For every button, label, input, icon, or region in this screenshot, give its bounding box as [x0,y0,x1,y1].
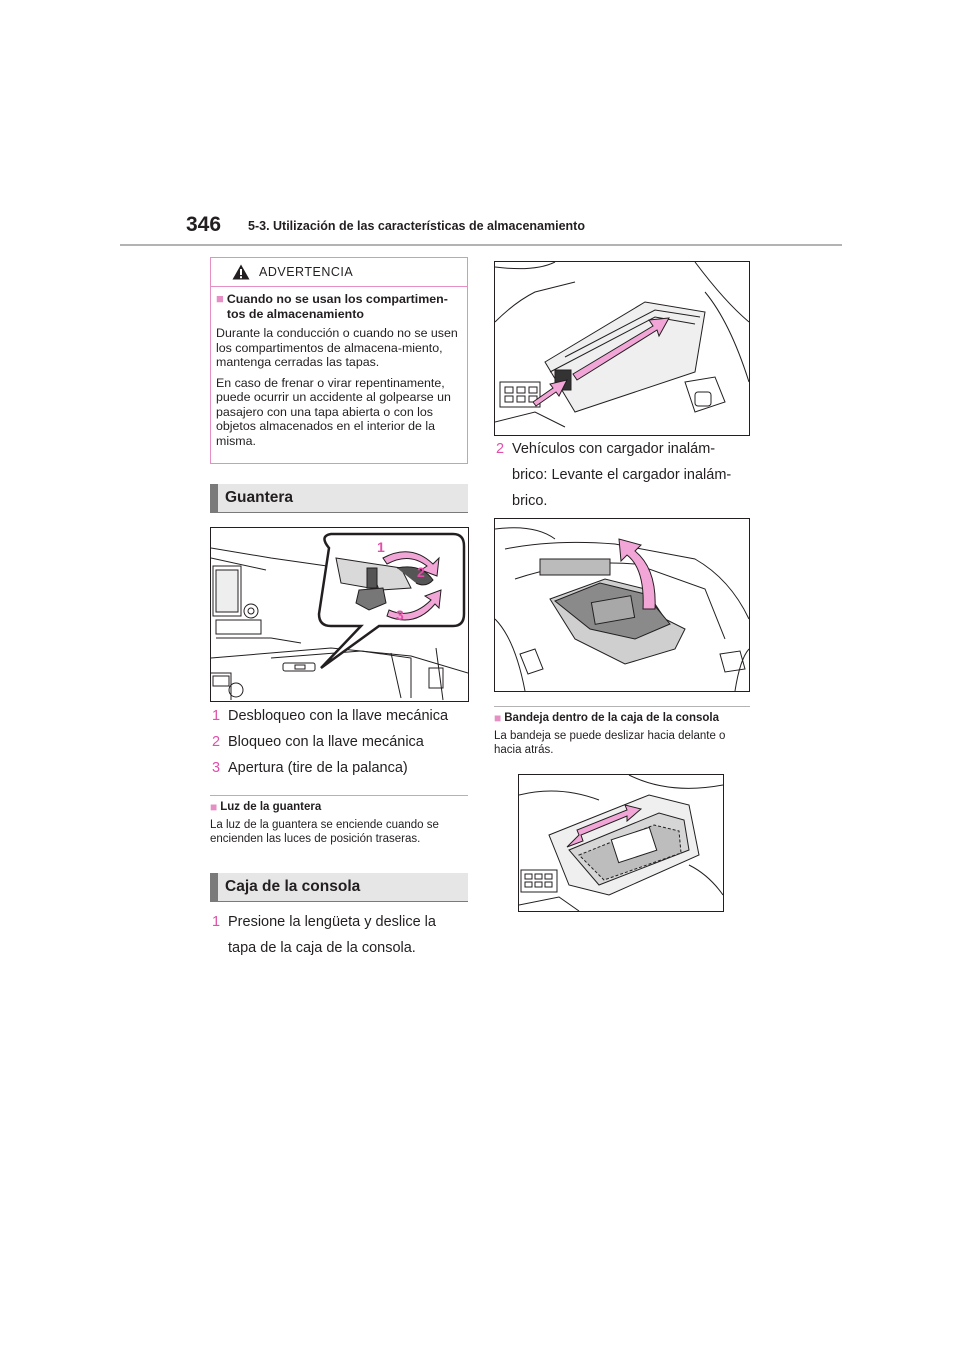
heading-underline [210,512,468,513]
wireless-charger-drawing [495,519,749,691]
console-tray-illustration [518,774,724,912]
glovebox-step-2: 2 Bloqueo con la llave mecánica [212,734,424,750]
warning-paragraph-2: En caso de frenar o virar repentinamente, puede ocurrir un accidente al golpearse un pasajero con una tapa abierta o con los objetos almacenados en el interior de la misma. [216,375,451,448]
divider-light-note [210,795,468,796]
console-step-2: 2 Vehículos con cargador inalám- brico: Levante el cargador inalám- brico. [496,441,732,509]
square-bullet-icon: ■ [494,711,502,725]
console-tray-drawing [519,775,723,911]
glovebox-drawing [211,528,468,701]
warning-title: ADVERTENCIA [259,265,354,279]
tray-note-body: La bandeja se puede deslizar hacia delante o hacia atrás. [494,730,726,756]
glovebox-heading-label: Guantera [225,489,294,506]
divider-tray-note [494,706,750,707]
glovebox-step-1: 1 Desbloqueo con la llave mecánica [212,708,449,724]
warning-header [211,258,467,287]
warning-subtitle [216,292,464,321]
warning-body [216,292,464,454]
wireless-charger-illustration [494,518,750,692]
console-step-1: 1 Presione la lengüeta y deslice la tapa de la caja de la consola. [212,914,436,956]
glovebox-illustration [210,527,469,702]
callout-1: 1 [377,539,385,555]
callout-3: 3 [396,607,404,623]
glovebox-light-note-body: La luz de la guantera se enciende cuando se encienden las luces de posición traseras. [210,819,439,845]
section-title: 5-3. Utilización de las características de almacenamiento [248,219,585,233]
heading-accent [210,484,218,513]
warning-subtitle-line1: Cuando no se usan los compartimen- [226,292,448,306]
page-number: 346 [186,213,222,236]
warning-triangle-icon [232,264,250,280]
square-bullet-icon: ■ [216,291,224,306]
console-lid-drawing [495,262,749,435]
square-bullet-icon: ■ [210,800,218,814]
tray-note-title: ■ Bandeja dentro de la caja de la consola [494,711,719,725]
console-heading [210,873,468,902]
console-heading-label: Caja de la consola [225,878,361,895]
callout-2: 2 [417,564,425,580]
glovebox-steps [212,703,472,781]
glovebox-light-note-title: ■ Luz de la guantera [210,800,322,814]
warning-paragraph-1: Durante la conducción o cuando no se usen los compartimentos de almacena-miento, mantenga cerradas las tapas. [216,326,458,369]
heading-underline [210,901,468,902]
console-lid-illustration [494,261,750,436]
glovebox-heading [210,484,468,513]
warning-box [210,257,468,464]
heading-accent [210,873,218,902]
glovebox-step-3: 3 Apertura (tire de la palanca) [212,760,408,776]
warning-subtitle-line2: tos de almacenamiento [226,306,364,321]
header-divider [120,244,842,246]
